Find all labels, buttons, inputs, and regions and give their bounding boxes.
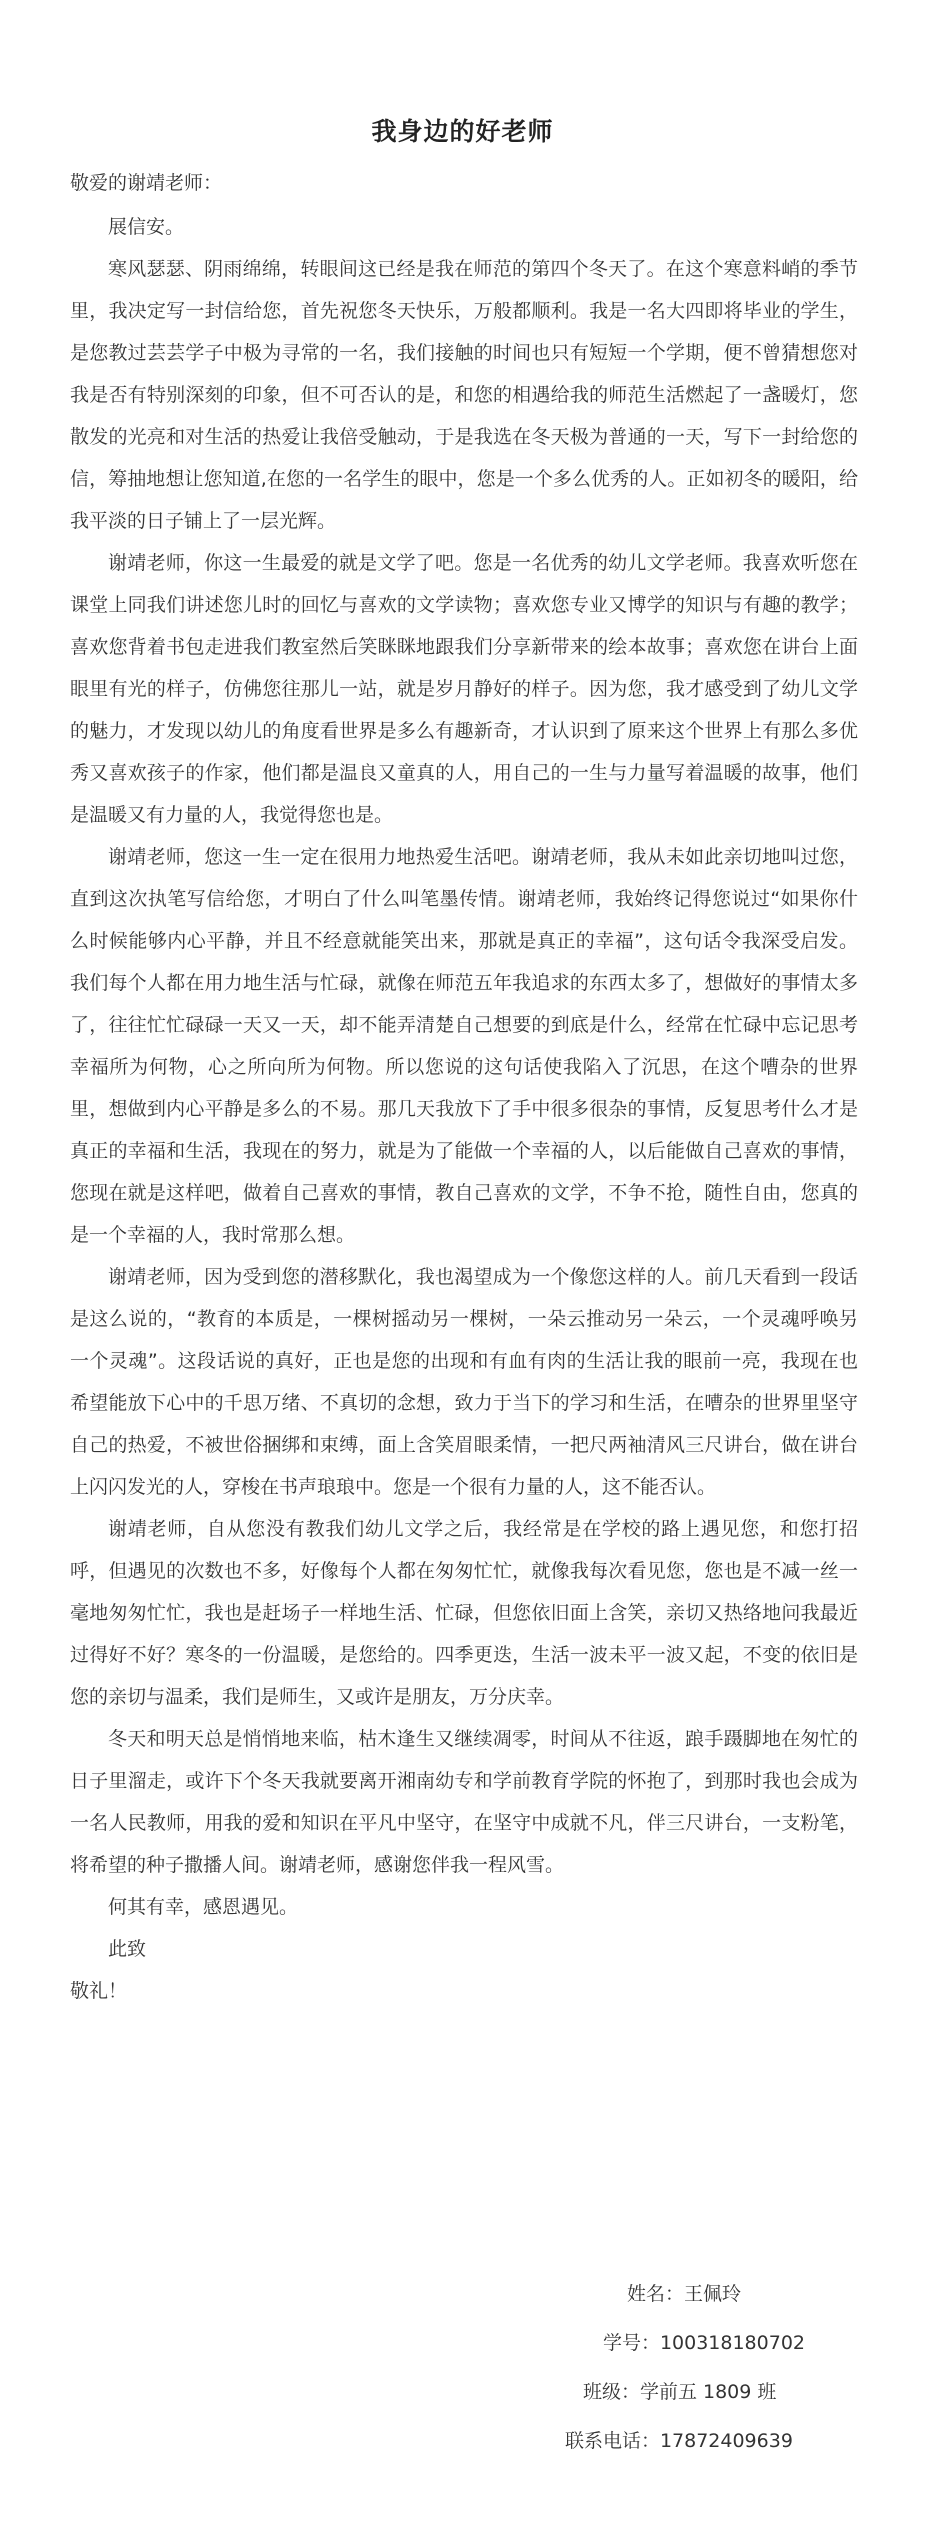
letter-greeting: 展信安。 [108, 216, 185, 238]
letter-paragraph: 谢靖老师，你这一生最爱的就是文学了吧。您是一名优秀的幼儿文学老师。我喜欢听您在课堂上同我们讲述您儿时的回忆与喜欢的文学读物；喜欢您专业又博学的知识与有趣的教学；喜欢您背着书包走进我们教室然后笑眯眯地跟我们分享新带来的绘本故事；喜欢您在讲台上面眼里有光的样子，仿佛您往那儿一站，就是岁月静好的样子。因为您，我才感受到了幼儿文学的魅力，才发现以幼儿的角度看世界是多么有趣新奇，才认识到了原来这个世界上有那么多优秀又喜欢孩子的作家，他们都是温良又童真的人，用自己的一生与力量写着温暖的故事，他们是温暖又有力量的人，我觉得您也是。 [70, 552, 858, 826]
letter-paragraph: 谢靖老师，因为受到您的潜移默化，我也渴望成为一个像您这样的人。前几天看到一段话是这么说的，“教育的本质是，一棵树摇动另一棵树，一朵云推动另一朵云，一个灵魂呼唤另一个灵魂”。这段话说的真好，正也是您的出现和有血有肉的生活让我的眼前一亮，我现在也希望能放下心中的千思万绪、不真切的念想，致力于当下的学习和生活，在嘈杂的世界里坚守自己的热爱，不被世俗捆绑和束缚，面上含笑眉眼柔情，一把尺两袖清风三尺讲台，做在讲台上闪闪发光的人，穿梭在书声琅琅中。您是一个很有力量的人，这不能否认。 [70, 1266, 858, 1498]
letter-title: 我身边的好老师 [371, 117, 554, 146]
signature-block [565, 2270, 805, 2466]
signature-student-id: 学号：100318180702 [602, 2332, 805, 2354]
signature-class: 班级：学前五 1809 班 [582, 2381, 777, 2403]
letter-salutation: 敬爱的谢靖老师： [70, 172, 223, 194]
letter-paragraph: 何其有幸，感恩遇见。 [108, 1896, 299, 1918]
letter-paragraph: 冬天和明天总是悄悄地来临，枯木逢生又继续凋零，时间从不往返，踉手蹑脚地在匆忙的日子里溜走，或许下个冬天我就要离开湘南幼专和学前教育学院的怀抱了，到那时我也会成为一名人民教师，用我的爱和知识在平凡中坚守，在坚守中成就不凡，伴三尺讲台，一支粉笔，将希望的种子撒播人间。谢靖老师，感谢您伴我一程风雪。 [70, 1728, 858, 1876]
signature-name: 姓名：王佩玲 [626, 2283, 741, 2305]
signature-phone: 联系电话：17872409639 [564, 2430, 793, 2452]
letter-paragraph: 谢靖老师，您这一生一定在很用力地热爱生活吧。谢靖老师，我从未如此亲切地叫过您，直到这次执笔写信给您，才明白了什么叫笔墨传情。谢靖老师，我始终记得您说过“如果你什么时候能够内心平静，并且不经意就能笑出来，那就是真正的幸福”，这句话令我深受启发。我们每个人都在用力地生活与忙碌，就像在师范五年我追求的东西太多了，想做好的事情太多了，往往忙忙碌碌一天又一天，却不能弄清楚自己想要的到底是什么，经常在忙碌中忘记思考幸福所为何物，心之所向所为何物。所以您说的这句话使我陷入了沉思，在这个嘈杂的世界里，想做到内心平静是多么的不易。那几天我放下了手中很多很杂的事情，反复思考什么才是真正的幸福和生活，我现在的努力，就是为了能做一个幸福的人，以后能做自己喜欢的事情，您现在就是这样吧，做着自己喜欢的事情，教自己喜欢的文学，不争不抢，随性自由，您真的是一个幸福的人，我时常那么想。 [70, 846, 858, 1246]
letter-paragraph: 谢靖老师，自从您没有教我们幼儿文学之后，我经常是在学校的路上遇见您，和您打招呼，但遇见的次数也不多，好像每个人都在匆匆忙忙，就像我每次看见您，您也是不减一丝一毫地匆匆忙忙，我也是赶场子一样地生活、忙碌，但您依旧面上含笑，亲切又热络地问我最近过得好不好？寒冬的一份温暖，是您给的。四季更迭，生活一波未平一波又起，不变的依旧是您的亲切与温柔，我们是师生，又或许是朋友，万分庆幸。 [70, 1518, 858, 1708]
letter-body [70, 206, 858, 2012]
letter-paragraph: 寒风瑟瑟、阴雨绵绵，转眼间这已经是我在师范的第四个冬天了。在这个寒意料峭的季节里，我决定写一封信给您，首先祝您冬天快乐，万般都顺利。我是一名大四即将毕业的学生，是您教过芸芸学子中极为寻常的一名，我们接触的时间也只有短短一个学期，便不曾猜想您对我是否有特别深刻的印象，但不可否认的是，和您的相遇给我的师范生活燃起了一盏暖灯，您散发的光亮和对生活的热爱让我倍受触动，于是我选在冬天极为普通的一天，写下一封给您的信，筹抽地想让您知道,在您的一名学生的眼中，您是一个多么优秀的人。正如初冬的暖阳，给我平淡的日子铺上了一层光辉。 [70, 258, 858, 532]
letter-closing-jing-li: 敬礼！ [70, 1980, 128, 2002]
letter-closing-ci-zhi: 此致 [108, 1938, 147, 1960]
